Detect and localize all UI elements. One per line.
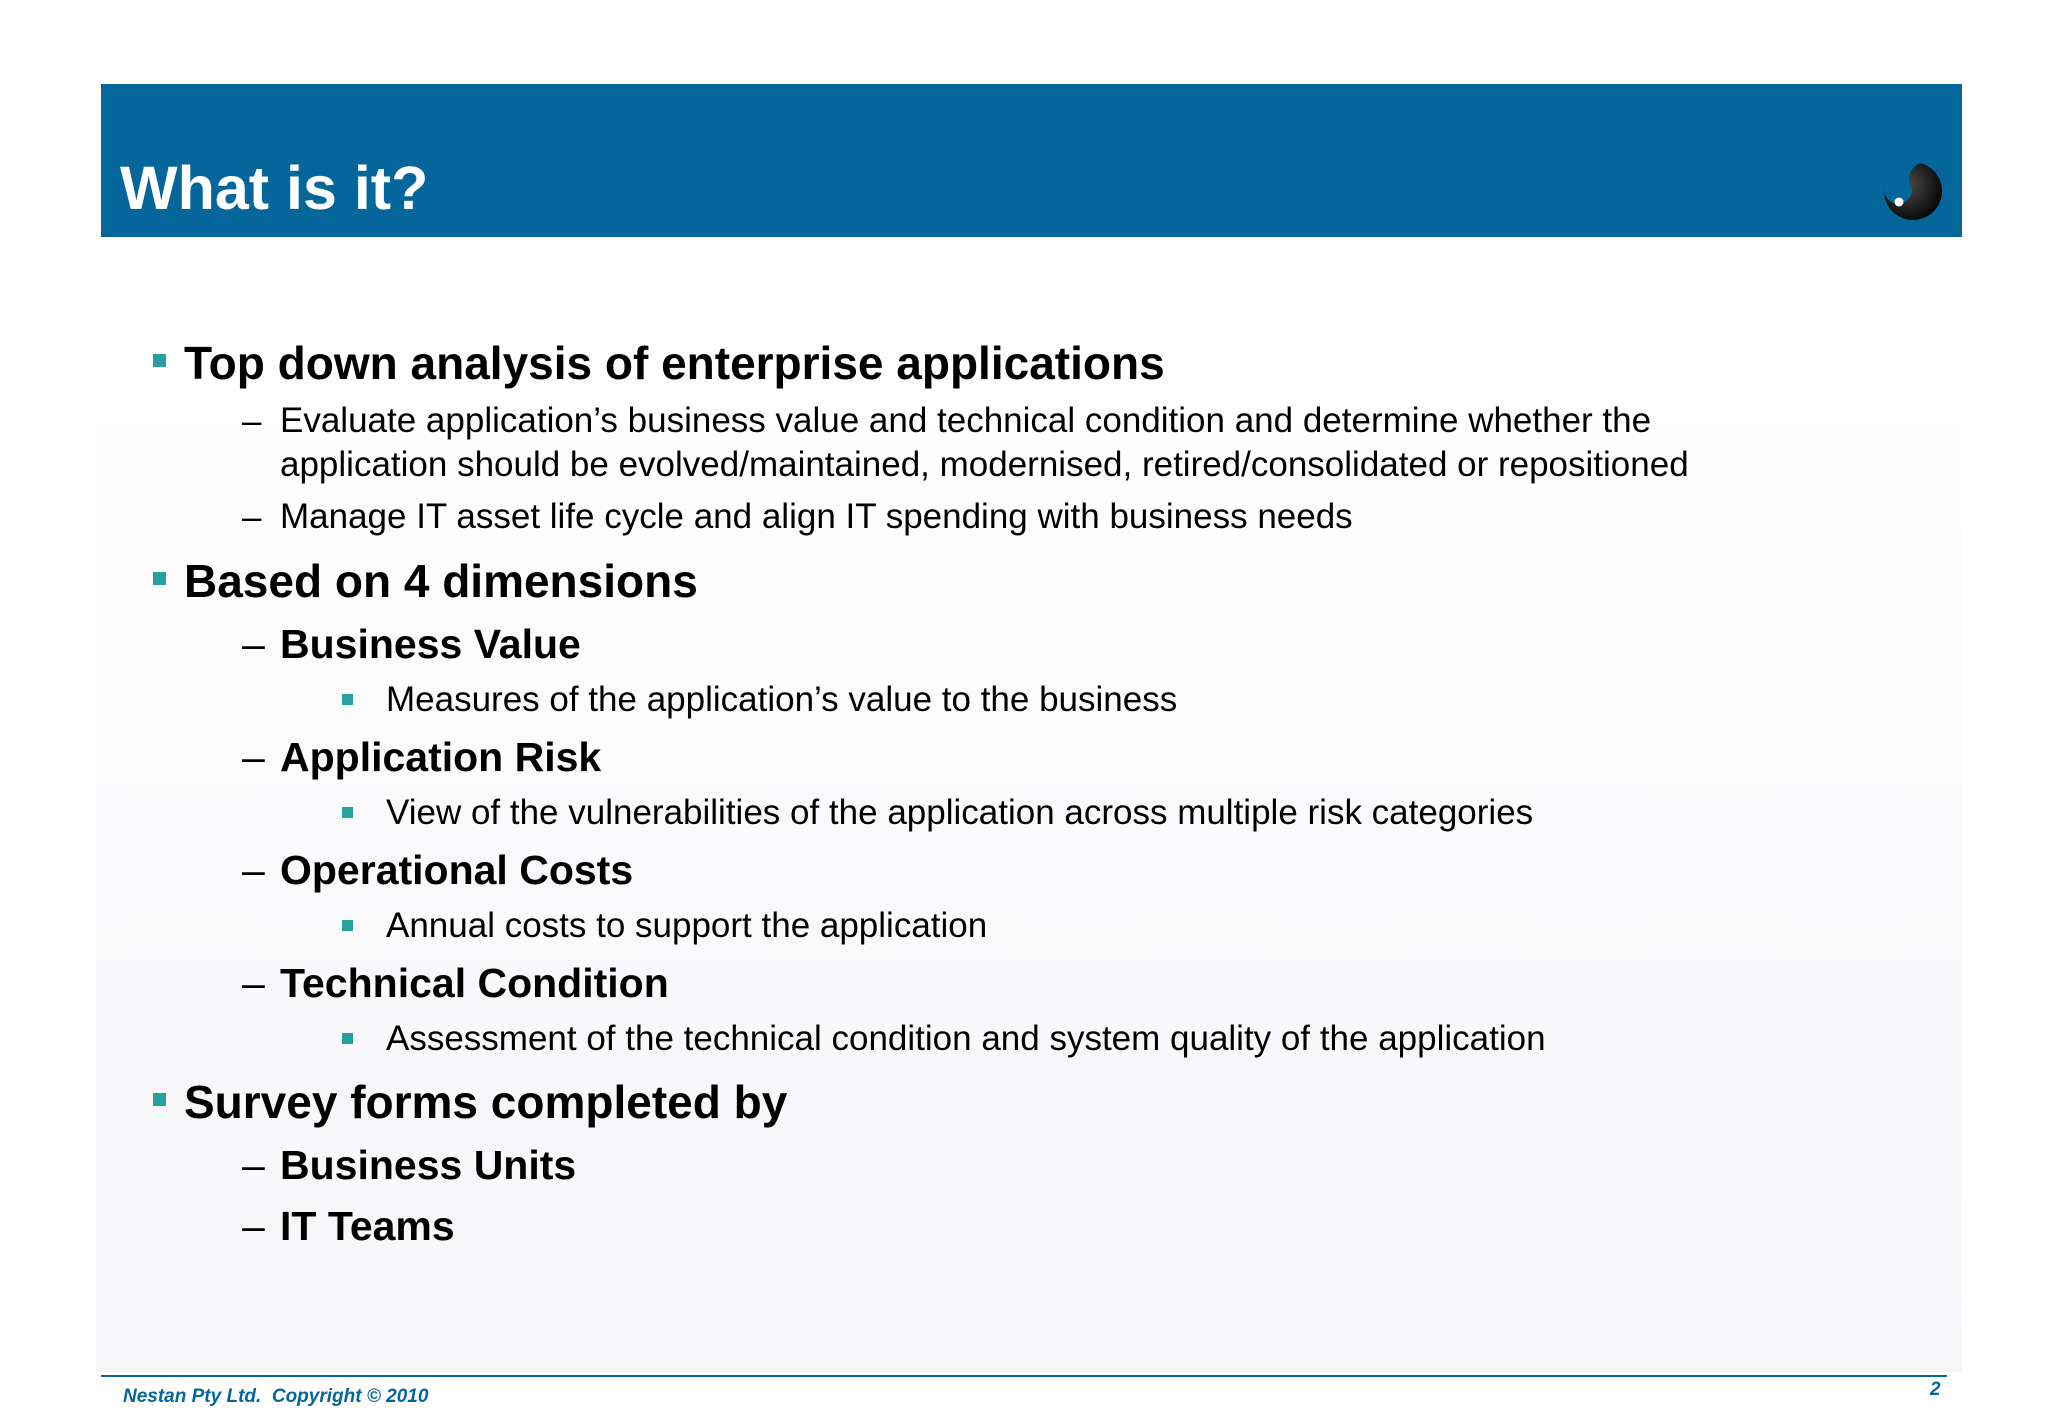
dimension-description: Assessment of the technical condition and system quality of the application bbox=[386, 1019, 1546, 1058]
dimension-name: Business Value bbox=[280, 621, 581, 667]
level3-bullet bbox=[342, 694, 353, 705]
level3-bullet bbox=[342, 920, 353, 931]
level3-bullet bbox=[342, 807, 353, 818]
dash-marker: – bbox=[242, 402, 262, 441]
dimension-description: View of the vulnerabilities of the application across multiple risk categories bbox=[386, 793, 1534, 832]
dash-marker: – bbox=[242, 847, 265, 893]
dimension-name: Technical Condition bbox=[280, 960, 669, 1006]
dimension-description: Measures of the application’s value to the business bbox=[386, 680, 1178, 719]
dash-marker: – bbox=[242, 1142, 265, 1188]
dimension-name: Operational Costs bbox=[280, 847, 634, 893]
section-heading: Top down analysis of enterprise applications bbox=[184, 337, 1165, 389]
level3-bullet bbox=[342, 1033, 353, 1044]
section-heading: Survey forms completed by bbox=[184, 1076, 788, 1128]
footer-copyright: Nestan Pty Ltd. Copyright © 2010 bbox=[123, 1386, 429, 1407]
dash-marker: – bbox=[242, 498, 262, 537]
page-number: 2 bbox=[1930, 1379, 1941, 1400]
dash-marker: – bbox=[242, 1203, 265, 1249]
dash-marker: – bbox=[242, 621, 265, 667]
dash-marker: – bbox=[242, 734, 265, 780]
list-item: IT Teams bbox=[280, 1203, 455, 1249]
level1-bullet bbox=[153, 572, 166, 585]
list-item: Evaluate application’s business value and technical condition and determine whether the application should be evolved/maintained, modernised, retired/consolidated or repositioned bbox=[280, 401, 1689, 484]
slide-title: What is it? bbox=[120, 154, 429, 222]
level1-bullet bbox=[153, 354, 166, 367]
footer-divider bbox=[101, 1375, 1947, 1377]
section-heading: Based on 4 dimensions bbox=[184, 555, 698, 607]
level1-bullet bbox=[153, 1093, 166, 1106]
dimension-description: Annual costs to support the application bbox=[386, 906, 988, 945]
dash-marker: – bbox=[242, 960, 265, 1006]
list-item: Business Units bbox=[280, 1142, 577, 1188]
dimension-name: Application Risk bbox=[280, 734, 602, 780]
list-item: Manage IT asset life cycle and align IT spending with business needs bbox=[280, 497, 1353, 536]
